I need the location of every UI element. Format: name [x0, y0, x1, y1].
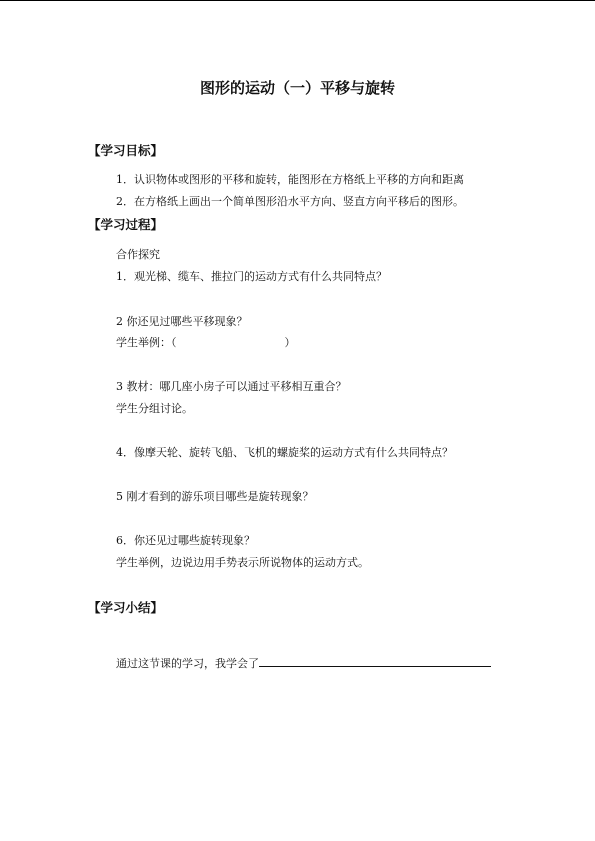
summary-line	[116, 654, 491, 672]
goal-item-2: 2．在方格纸上画出一个简单图形沿水平方向、竖直方向平移后的图形。	[116, 195, 464, 208]
question-4: 4．像摩天轮、旋转飞船、飞机的螺旋桨的运动方式有什么共同特点？	[116, 446, 453, 459]
example-label: 学生举例：（	[116, 336, 177, 349]
page-title: 图形的运动（一）平移与旋转	[199, 79, 395, 97]
section-heading-goals: 【学习目标】	[88, 143, 164, 158]
question-1: 1．观光梯、缆车、推拉门的运动方式有什么共同特点？	[116, 270, 387, 283]
process-subheading: 合作探究	[116, 248, 160, 261]
goal-item-1: 1．认识物体或图形的平移和旋转，能图形在方格纸上平移的方向和距离	[116, 173, 464, 186]
top-rule	[0, 0, 595, 1]
question-3-note: 学生分组讨论。	[116, 402, 193, 415]
question-5: 5 刚才看到的游乐项目哪些是旋转现象？	[116, 490, 314, 503]
question-2-example	[116, 335, 296, 351]
question-6: 6．你还见过哪些旋转现象？	[116, 534, 255, 547]
summary-blank[interactable]	[259, 654, 491, 667]
question-2: 2 你还见过哪些平移现象？	[116, 315, 248, 328]
example-close: ）	[284, 336, 296, 349]
question-3: 3 教材：哪几座小房子可以通过平移相互重合？	[116, 380, 347, 393]
summary-text: 通过这节课的学习，我学会了	[116, 657, 259, 670]
section-heading-process: 【学习过程】	[88, 217, 164, 232]
question-6-note: 学生举例，边说边用手势表示所说物体的运动方式。	[116, 556, 369, 569]
section-heading-summary: 【学习小结】	[88, 600, 164, 615]
